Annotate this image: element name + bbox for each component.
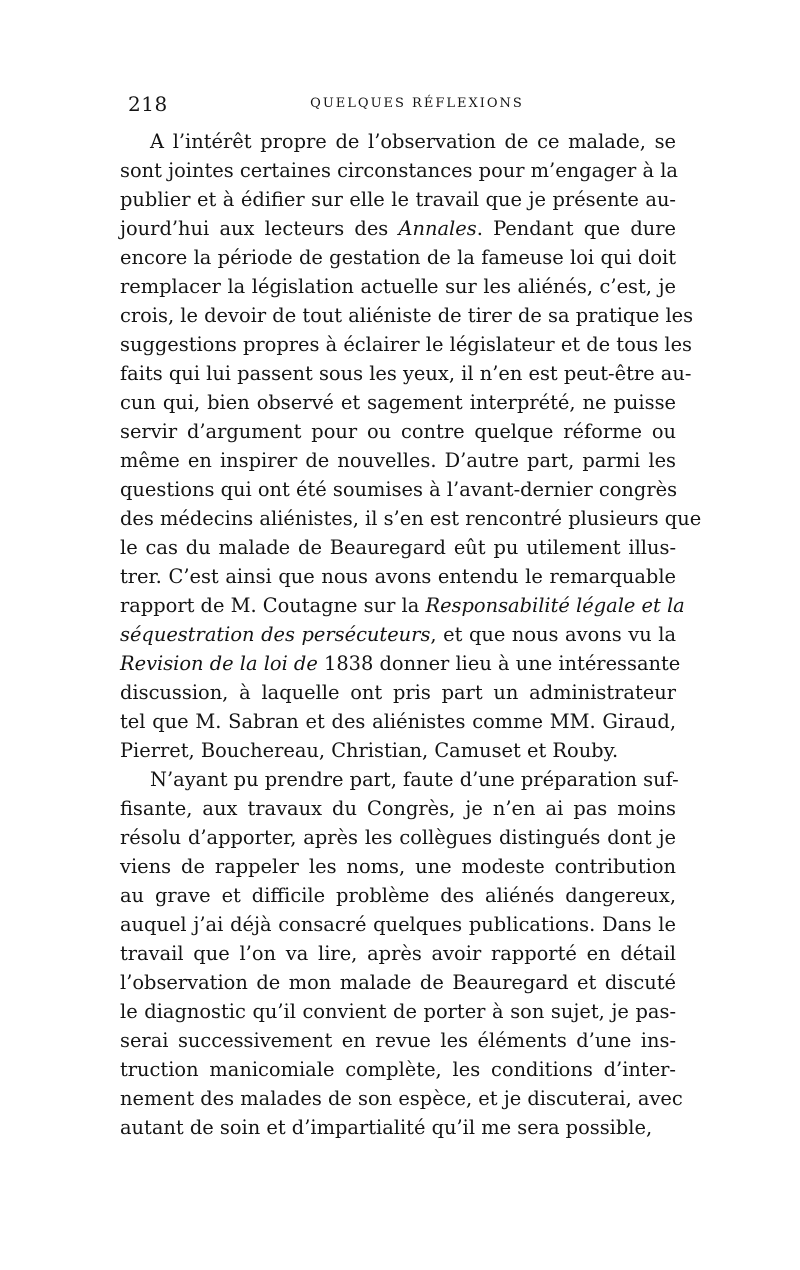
text-segment: fisante, aux travaux du Congrès, je n’en ai pas moins	[120, 797, 676, 820]
text-line	[120, 157, 676, 185]
text-segment: truction manicomiale complète, les conditions d’inter-	[120, 1058, 676, 1081]
text-segment: même en inspirer de nouvelles. D’autre part, parmi les	[120, 449, 676, 472]
text-line	[120, 563, 676, 591]
text-segment: résolu d’apporter, après les collègues distingués dont je	[120, 826, 676, 849]
text-line	[120, 708, 676, 736]
text-line	[120, 447, 676, 475]
text-segment: jourd’hui aux lecteurs des	[120, 217, 399, 240]
text-segment: , et que nous avons vu la	[430, 623, 676, 646]
text-segment: questions qui ont été soumises à l’avant-dernier congrès	[120, 478, 678, 501]
text-line	[120, 766, 679, 794]
text-line	[120, 128, 676, 156]
text-segment: sont jointes certaines circonstances pour m’engager à la	[120, 159, 678, 182]
text-line	[120, 302, 694, 330]
text-segment: 1838 donner lieu à une intéressante	[317, 652, 681, 675]
text-line	[120, 273, 676, 301]
italic-text: séquestration des persécuteurs	[120, 623, 431, 646]
text-segment: suggestions propres à éclairer le législateur et de tous les	[120, 333, 693, 356]
text-segment: viens de rappeler les noms, une modeste contribution	[120, 855, 676, 878]
text-segment: autant de soin et d’impartialité qu’il me sera possible,	[120, 1116, 653, 1139]
text-segment: servir d’argument pour ou contre quelque réforme ou	[120, 420, 676, 443]
text-line	[120, 911, 676, 939]
text-segment: au grave et difficile problème des aliénés dangereux,	[120, 884, 676, 907]
text-line	[120, 882, 676, 910]
text-line	[120, 186, 676, 214]
page-number: 218	[128, 92, 168, 116]
text-line	[120, 505, 702, 533]
text-line	[120, 389, 676, 417]
text-segment: tel que M. Sabran et des aliénistes comme MM. Giraud,	[120, 710, 676, 733]
text-line	[120, 1027, 676, 1055]
text-segment: cun qui, bien observé et sagement interprété, ne puisse	[120, 391, 676, 414]
text-line	[120, 1056, 676, 1084]
text-segment: . Pendant que dure	[476, 217, 676, 240]
text-line	[120, 650, 681, 678]
text-line	[120, 998, 676, 1026]
text-line	[120, 418, 676, 446]
text-line	[120, 592, 685, 620]
italic-text: Responsabilité légale et la	[425, 594, 685, 617]
text-segment: trer. C’est ainsi que nous avons entendu le remarquable	[120, 565, 676, 588]
text-line	[120, 940, 676, 968]
text-segment: rapport de M. Coutagne sur la	[120, 594, 426, 617]
italic-text: Annales	[398, 217, 477, 240]
text-line	[120, 331, 693, 359]
text-line	[120, 824, 676, 852]
text-segment: le diagnostic qu’il convient de porter à son sujet, je pas-	[120, 1000, 676, 1023]
text-line	[120, 737, 676, 765]
text-segment: l’observation de mon malade de Beauregard et discuté	[120, 971, 676, 994]
text-segment: le cas du malade de Beauregard eût pu utilement illus-	[120, 536, 676, 559]
text-line	[120, 621, 676, 649]
text-segment: auquel j’ai déjà consacré quelques publications. Dans le	[120, 913, 676, 936]
text-segment: crois, le devoir de tout aliéniste de tirer de sa pratique les	[120, 304, 694, 327]
text-line	[120, 795, 676, 823]
text-line	[120, 215, 676, 243]
text-line	[120, 679, 676, 707]
italic-text: Revision de la loi de	[120, 652, 318, 675]
text-segment: discussion, à laquelle ont pris part un administrateur	[120, 681, 676, 704]
text-segment: travail que l’on va lire, après avoir rapporté en détail	[120, 942, 676, 965]
text-line	[120, 853, 676, 881]
text-line	[120, 476, 676, 504]
text-line	[120, 1085, 683, 1113]
text-segment: nement des malades de son espèce, et je discuterai, avec	[120, 1087, 683, 1110]
text-line	[120, 360, 692, 388]
text-line	[120, 969, 676, 997]
text-line	[120, 534, 676, 562]
text-segment: Pierret, Bouchereau, Christian, Camuset et Rouby.	[120, 739, 619, 762]
text-segment: des médecins aliénistes, il s’en est rencontré plusieurs que	[120, 507, 702, 530]
text-segment: encore la période de gestation de la fameuse loi qui doit	[120, 246, 676, 269]
text-segment: remplacer la législation actuelle sur les aliénés, c’est, je	[120, 275, 676, 298]
text-line	[120, 244, 676, 272]
text-segment: A l’intérêt propre de l’observation de ce malade, se	[150, 130, 676, 153]
running-title: QUELQUES RÉFLEXIONS	[310, 96, 524, 111]
text-segment: N’ayant pu prendre part, faute d’une préparation suf-	[150, 768, 679, 791]
text-line	[120, 1114, 676, 1142]
text-segment: serai successivement en revue les éléments d’une ins-	[120, 1029, 676, 1052]
page-header	[128, 92, 676, 118]
text-segment: faits qui lui passent sous les yeux, il n’en est peut-être au-	[120, 362, 692, 385]
text-segment: publier et à édifier sur elle le travail que je présente au-	[120, 188, 676, 211]
